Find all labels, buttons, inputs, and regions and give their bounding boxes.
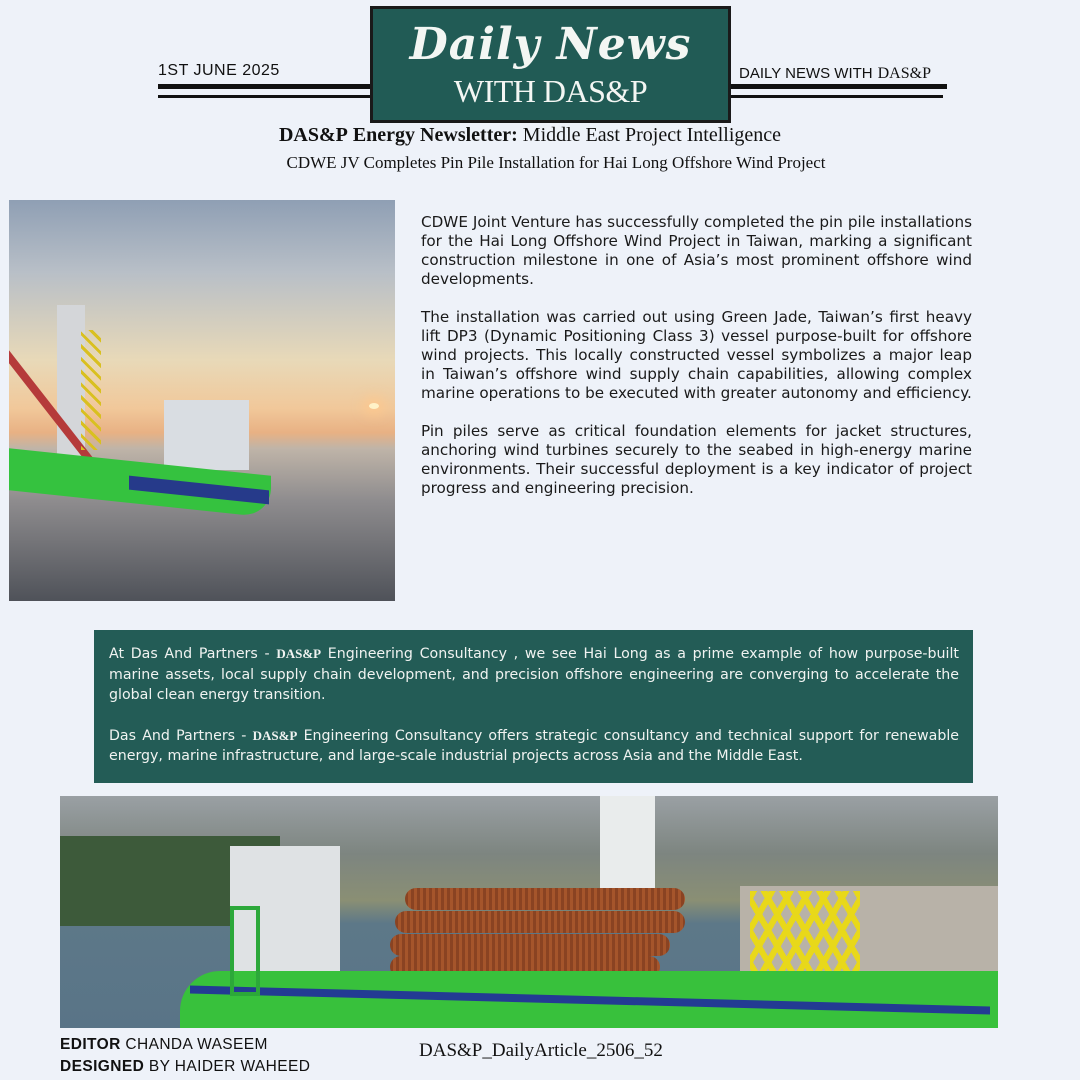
header-tagline [739,65,931,83]
consultancy-callout [94,630,973,783]
callout-text: Engineering Consultancy , we see Hai Long as a prime example of how purpose-built marine assets, local supply chain development, and precision offshore engineering are converging to accelerate the global clean energy transition. [109,646,959,703]
credits [60,1034,310,1078]
vessel-superstructure-graphic [164,400,249,470]
tagline-prefix: DAILY NEWS WITH [739,65,873,82]
header-rule-left-thick [158,84,370,89]
callout-brand: DAS&P [276,646,322,661]
green-frame-graphic [230,906,260,996]
masthead-title: Daily News [409,19,692,70]
callout-text: At Das And Partners - [109,646,270,662]
article-paragraph: CDWE Joint Venture has successfully completed the pin pile installations for the Hai Long Offshore Wind Project in Taiwan, marking a significant construction milestone in one of Asia’s most prominent offshore wind developments. [421,213,972,288]
callout-paragraph-2 [109,726,959,767]
newsletter-label: Energy Newsletter: [352,124,518,146]
vessel-port-photo [60,796,998,1028]
vessel-sunset-photo [9,200,395,601]
header-rule-right-thin [731,95,943,98]
newsletter-topic: Middle East Project Intelligence [522,124,782,146]
callout-text: Engineering Consultancy offers strategic consultancy and technical support for renewable energy, marine infrastructure, and large-scale industrial projects across Asia and the Middle East. [109,727,960,764]
issue-date: 1ST JUNE 2025 [158,62,280,79]
callout-text: Das And Partners - [109,727,247,744]
crane-tower-graphic [600,796,655,896]
designed-label: DESIGNED [60,1058,145,1075]
sun-graphic [369,403,379,409]
masthead [370,6,731,123]
article-id: DAS&P_DailyArticle_2506_52 [419,1040,663,1061]
header-rule-right-thick [731,84,947,89]
pin-pile-graphic [405,888,685,910]
pin-pile-graphic [390,934,670,956]
newsletter-brand: DAS&P [278,124,348,146]
editor-label: EDITOR [60,1036,121,1053]
tagline-brand: DAS&P [877,65,931,82]
callout-paragraph-1 [109,644,959,706]
editor-name: CHANDA WASEEM [125,1036,268,1053]
article-paragraph: Pin piles serve as critical foundation elements for jacket structures, anchoring wind turbines securely to the seabed in high-energy marine environments. Their successful deployment is a key indicator of project progress and engineering precision. [421,422,972,497]
pin-pile-graphic [395,911,685,933]
callout-brand: DAS&P [252,727,298,743]
article-paragraph: The installation was carried out using Green Jade, Taiwan’s first heavy lift DP3 (Dynamic Positioning Class 3) vessel purpose-built for offshore wind projects. This locally constructed vessel symbolizes a major leap in Taiwan’s offshore wind supply chain capabilities, allowing complex marine operations to be executed with greater autonomy and efficiency. [421,308,972,402]
masthead-subtitle: WITH DAS&P [453,73,648,109]
header-rule-left-thin [158,95,370,98]
newsletter-title [0,124,1060,147]
editor-credit [60,1034,310,1056]
jacket-structure-graphic [81,330,101,450]
designer-credit [60,1056,310,1078]
article-headline: CDWE JV Completes Pin Pile Installation for Hai Long Offshore Wind Project [286,153,826,172]
article-body [421,213,972,517]
designer-name: BY HAIDER WAHEED [148,1058,311,1075]
